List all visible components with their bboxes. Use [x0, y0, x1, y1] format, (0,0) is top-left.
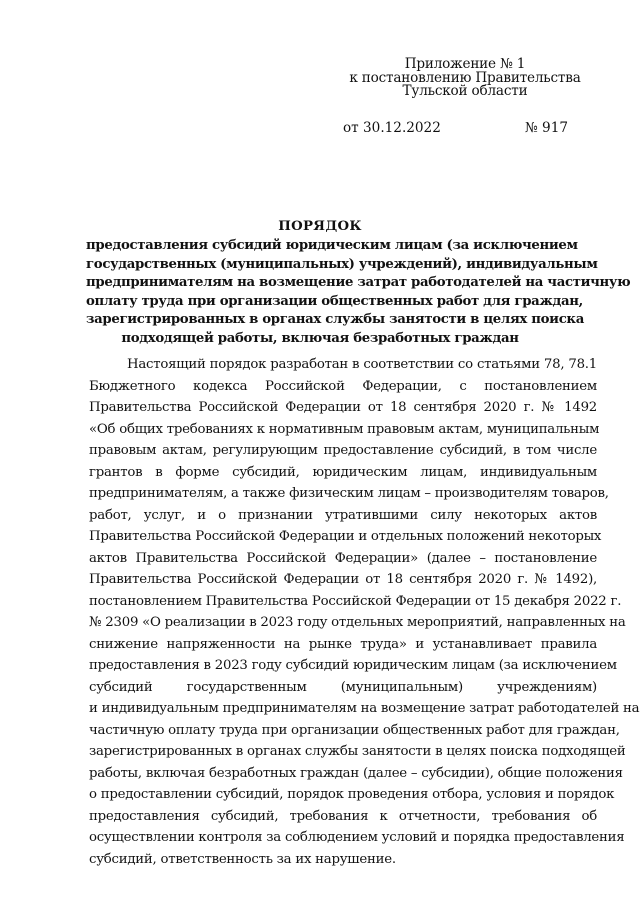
body-line: о предоставлении субсидий, порядок проведения отбора, условия и порядок	[89, 787, 615, 802]
body-line: субсидий, ответственность за их нарушение.	[89, 851, 396, 867]
body-line: осуществлении контроля за соблюдением условий и порядка предоставления	[89, 830, 625, 845]
resolution-number: № 917	[524, 120, 568, 136]
body-line: № 2309 «О реализации в 2023 году отдельных мероприятий, направленных на	[89, 615, 626, 630]
body-line: работ, услуг, и о признании утратившими силу некоторых актов	[89, 507, 597, 523]
body-line: работы, включая безработных граждан (далее – субсидии), общие положения	[89, 765, 623, 781]
body-line: снижение напряженности на рынке труда» и устанавливает правила	[89, 636, 597, 652]
body-line: постановлением Правительства Российской Федерации от 15 декабря 2022 г.	[89, 593, 622, 609]
title-line: оплату труда при организации общественных работ для граждан,	[86, 293, 583, 309]
title-line: предоставления субсидий юридическим лицам (за исключением	[86, 238, 578, 254]
body-line: Настоящий порядок разработан в соответствии со статьями 78, 78.1	[127, 357, 597, 372]
body-line: Правительства Российской Федерации от 18 сентября 2020 г. № 1492),	[89, 572, 597, 587]
title-line: государственных (муниципальных) учреждений), индивидуальным	[86, 256, 598, 272]
body-line: и индивидуальным предпринимателям на возмещение затрат работодателей на	[89, 701, 640, 716]
body-line: Правительства Российской Федерации от 18 сентября 2020 г. № 1492	[89, 400, 597, 415]
appendix-line: Приложение № 1	[404, 56, 526, 72]
body-line: Бюджетного кодекса Российской Федерации, с постановлением	[89, 378, 597, 394]
body-line: частичную оплату труда при организации общественных работ для граждан,	[89, 722, 620, 738]
body-line: правовым актам, регулирующим предоставление субсидий, в том числе	[89, 443, 597, 458]
appendix-line: к постановлению Правительства	[349, 69, 581, 86]
title-heading: ПОРЯДОК	[278, 219, 362, 234]
document-title	[86, 218, 631, 349]
title-line: зарегистрированных в органах службы занятости в целях поиска	[86, 312, 584, 328]
body-line: «Об общих требованиях к нормативным правовым актам, муниципальным	[89, 421, 600, 437]
appendix-line: Тульской области	[402, 83, 528, 100]
resolution-date: от 30.12.2022	[343, 120, 441, 136]
title-line: подходящей работы, включая безработных граждан	[121, 331, 519, 347]
body-line: грантов в форме субсидий, юридическим лицам, индивидуальным	[89, 464, 597, 480]
body-line: предоставления в 2023 году субсидий юридическим лицам (за исключением	[89, 658, 617, 673]
appendix-block	[330, 58, 600, 99]
title-line: предпринимателям на возмещение затрат работодателей на частичную	[86, 275, 631, 291]
body-line: предпринимателям, а также физическим лицам – производителям товаров,	[89, 486, 609, 501]
body-line: Правительства Российской Федерации и отдельных положений некоторых	[89, 529, 602, 544]
body-paragraph	[89, 354, 640, 870]
body-line: предоставления субсидий, требования к отчетности, требования об	[89, 808, 597, 824]
body-line: актов Правительства Российской Федерации» (далее – постановление	[89, 550, 597, 566]
resolution-date-number	[343, 120, 568, 136]
body-line: зарегистрированных в органах службы занятости в целях поиска подходящей	[89, 744, 626, 759]
body-line: субсидий государственным (муниципальным) учреждениям)	[89, 679, 597, 695]
